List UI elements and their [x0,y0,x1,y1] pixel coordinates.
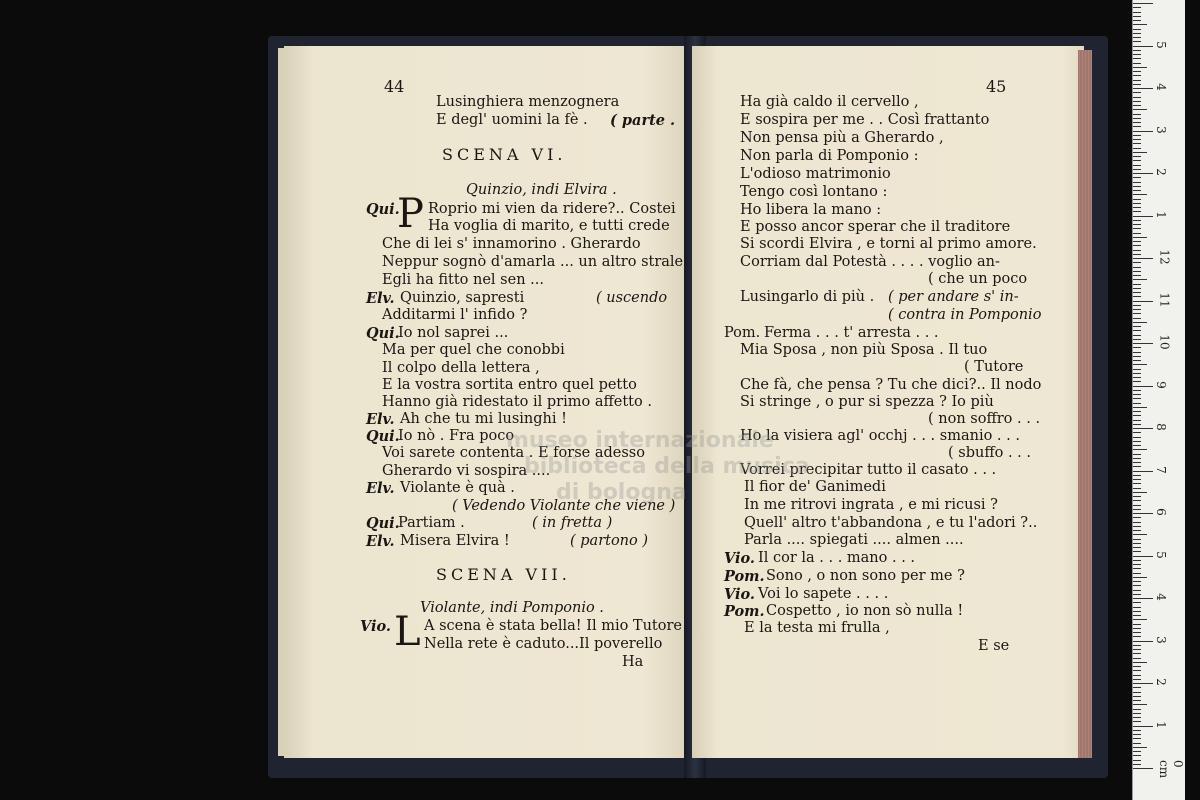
speaker-label: Vio. [724,586,755,603]
ruler-tick [1133,29,1141,30]
ruler-tick [1133,7,1141,8]
ruler-tick [1133,581,1141,582]
ruler-number: 5 [1153,550,1168,559]
ruler-tick [1133,143,1141,144]
ruler-tick [1133,24,1147,25]
ruler-tick [1133,611,1141,612]
ruler-tick [1133,517,1141,518]
text-line: Voi lo sapete . . . . [758,586,889,602]
text-line: Voi sarete contenta . E forse adesso [382,445,645,461]
catchword: E se [978,638,1010,654]
speaker-label: Elv. [366,480,395,497]
ruler-tick [1133,670,1141,671]
ruler-tick [1133,415,1141,416]
ruler-tick [1133,271,1141,272]
ruler-tick [1133,624,1141,625]
ruler-tick [1133,301,1153,302]
text-line: ( che un poco [928,271,1028,287]
ruler-tick [1133,381,1141,382]
ruler-tick [1133,199,1141,200]
ruler-number: 9 [1153,380,1168,389]
ruler-tick [1133,131,1153,132]
ruler-number: 4 [1153,593,1168,601]
ruler-tick [1133,449,1147,450]
speaker-label: Qui. [366,428,400,445]
ruler-tick [1133,377,1141,378]
ruler-tick [1133,692,1141,693]
ruler-tick [1133,335,1141,336]
text-line: Roprio mi vien da ridere?.. Costei [428,201,676,217]
ruler-tick [1133,152,1147,153]
ruler-tick [1133,662,1147,663]
ruler-tick [1133,3,1153,4]
ruler-tick [1133,675,1141,676]
ruler-tick [1133,339,1141,340]
drop-cap: P [397,191,424,237]
ruler-tick [1133,309,1141,310]
ruler-tick [1133,466,1141,467]
ruler-number: 2 [1153,678,1168,686]
ruler-tick [1133,428,1153,429]
ruler-tick [1133,496,1141,497]
ruler-tick [1133,245,1141,246]
ruler-tick [1133,80,1141,81]
ruler-tick [1133,687,1141,688]
text-line: Nella rete è caduto...Il poverello [424,636,663,652]
text-line: Lusingarlo di più . [740,289,875,305]
ruler-tick [1133,20,1141,21]
ruler-number: 3 [1153,125,1168,134]
ruler-tick [1133,313,1141,314]
ruler-tick [1133,292,1141,293]
ruler-tick [1133,177,1141,178]
speaker-label: Vio. [724,550,755,567]
stage-direction: ( partono ) [570,533,649,549]
ruler-tick [1133,318,1141,319]
ruler-tick [1133,12,1141,13]
text-line: Si scordi Elvira , e torni al primo amore. [740,236,1037,252]
ruler-tick [1133,54,1141,55]
ruler-tick [1133,88,1153,89]
ruler-tick [1133,420,1141,421]
text-line: Hanno già ridestato il primo affetto . [382,394,652,410]
ruler-tick [1133,551,1141,552]
text-line: Che fà, che pensa ? Tu che dici?.. Il nodo [740,377,1042,393]
drop-cap: L [394,609,421,655]
ruler-tick [1133,190,1141,191]
text-line: Misera Elvira ! [400,533,510,549]
ruler-tick [1133,16,1141,17]
page-block-edge-right [1078,50,1092,758]
ruler-tick [1133,228,1141,229]
ruler-tick [1133,658,1141,659]
right-page [692,46,1084,758]
ruler-tick [1133,641,1153,642]
speaker-label: Pom. [724,568,765,585]
ruler-number: 3 [1153,635,1168,644]
ruler-tick [1133,649,1141,650]
ruler-tick [1133,139,1141,140]
text-line: E degl' uomini la fè . [436,112,588,128]
ruler-tick [1133,356,1141,357]
ruler-tick [1133,207,1141,208]
ruler-tick [1133,526,1141,527]
ruler-tick [1133,122,1141,123]
ruler-tick [1133,568,1141,569]
ruler-tick [1133,173,1153,174]
ruler-tick [1133,92,1141,93]
ruler-number: 4 [1153,83,1168,91]
text-line: Cospetto , io non sò nulla ! [766,603,964,619]
text-line: Il cor la . . . mano . . . [758,550,916,566]
ruler-tick [1133,37,1141,38]
ruler-tick [1133,101,1141,102]
ruler-tick [1133,360,1141,361]
ruler-tick [1133,730,1141,731]
left-page [284,46,688,758]
text-line: Io nò . Fra poco [398,428,515,444]
ruler-tick [1133,326,1141,327]
ruler-tick [1133,594,1141,595]
ruler-tick [1133,386,1153,387]
ruler-tick [1133,768,1153,769]
text-line: Neppur sognò d'amarla ... un altro strale [382,254,684,270]
text-line: Ha già caldo il cervello , [740,94,919,110]
stage-direction: ( parte . [610,112,676,129]
ruler-tick [1133,398,1141,399]
speaker-label: Qui. [366,201,400,218]
text-line: E posso ancor sperar che il traditore [740,219,1011,235]
ruler-tick [1133,394,1141,395]
text-line: Ferma . . . t' arresta . . . [764,325,939,341]
ruler-tick [1133,364,1147,365]
ruler-tick [1133,390,1141,391]
ruler-tick [1133,432,1141,433]
ruler-tick [1133,262,1141,263]
ruler-tick [1133,751,1141,752]
ruler-tick [1133,46,1153,47]
ruler-tick [1133,556,1153,557]
ruler-tick [1133,237,1147,238]
watermark-line: biblioteca della musica [524,454,810,479]
ruler-tick [1133,500,1141,501]
ruler-tick [1133,97,1141,98]
ruler-tick [1133,619,1147,620]
text-line: Mia Sposa , non più Sposa . Il tuo [740,342,988,358]
text-line: Gherardo vi sospira .... [382,463,551,479]
ruler-tick [1133,275,1141,276]
ruler-tick [1133,441,1141,442]
ruler-tick [1133,683,1153,684]
ruler-tick [1133,114,1141,115]
ruler-tick [1133,755,1141,756]
ruler-tick [1133,713,1141,714]
ruler-tick [1133,534,1147,535]
stage-heading: Quinzio, indi Elvira . [466,182,617,198]
text-line: Corriam dal Potestà . . . . voglio an- [740,254,1000,270]
text-line: Quell' altro t'abbandona , e tu l'adori ?.. [744,515,1038,531]
ruler-tick [1133,160,1141,161]
ruler-tick [1133,513,1153,514]
ruler-tick [1133,165,1141,166]
ruler-tick [1133,598,1153,599]
speaker-label: Pom. [724,603,765,620]
text-line: Egli ha fitto nel sen ... [382,272,544,288]
ruler-tick [1133,454,1141,455]
ruler-tick [1133,577,1147,578]
ruler-tick [1133,743,1141,744]
stage-direction: ( per andare s' in- [888,289,1019,305]
ruler-tick [1133,288,1141,289]
speaker-label: Vio. [360,618,391,635]
text-line: Non parla di Pomponio : [740,148,919,164]
text-line: Violante è quà . [400,480,515,496]
ruler-tick [1133,71,1141,72]
text-line: Ma per quel che conobbi [382,342,565,358]
ruler-tick [1133,492,1147,493]
ruler-tick [1133,564,1141,565]
ruler-number: 12 [1157,249,1172,265]
ruler-tick [1133,573,1141,574]
ruler-tick [1133,530,1141,531]
stage-heading: Violante, indi Pomponio . [420,600,604,616]
ruler-tick [1133,63,1141,64]
ruler-tick [1133,717,1141,718]
measurement-ruler [1132,0,1185,800]
ruler-tick [1133,296,1141,297]
speaker-label: Elv. [366,533,395,550]
ruler-tick [1133,505,1141,506]
scene-title: SCENA VI. [442,145,567,164]
text-line: ( sbuffo . . . [948,445,1032,461]
ruler-tick [1133,118,1141,119]
ruler-tick [1133,696,1141,697]
ruler-number: 11 [1157,291,1172,308]
ruler-tick [1133,407,1147,408]
ruler-tick [1133,607,1141,608]
ruler-tick [1133,628,1141,629]
ruler-tick [1133,211,1141,212]
page-number: 44 [384,77,405,96]
text-line: Sono , o non sono per me ? [766,568,965,584]
ruler-number: 10 [1157,334,1172,350]
ruler-tick [1133,411,1141,412]
ruler-tick [1133,105,1141,106]
ruler-number: 1 [1153,210,1168,219]
ruler-tick [1133,471,1153,472]
ruler-tick [1133,726,1153,727]
ruler-tick [1133,666,1141,667]
stage-direction: ( contra in Pomponio [888,307,1042,323]
ruler-tick [1133,437,1141,438]
ruler-tick [1133,148,1141,149]
watermark-line: museo internazionale [506,428,774,453]
stage-direction: ( in fretta ) [532,515,613,531]
ruler-number: 5 [1153,40,1168,49]
ruler-tick [1133,522,1141,523]
text-line: Additarmi l' infido ? [382,307,528,323]
ruler-tick [1133,194,1147,195]
text-line: Si stringe , o pur si spezza ? Io più [740,394,994,410]
ruler-unit-label: 0 cm [1157,760,1185,779]
ruler-tick [1133,216,1153,217]
ruler-tick [1133,126,1141,127]
ruler-number: 2 [1153,168,1168,176]
text-line: Non pensa più a Gherardo , [740,130,944,146]
ruler-tick [1133,547,1141,548]
text-line: Partiam . [398,515,465,531]
text-line: ( Tutore [964,359,1024,375]
text-line: L'odioso matrimonio [740,166,891,182]
ruler-tick [1133,590,1141,591]
ruler-tick [1133,632,1141,633]
text-line: E la testa mi frulla , [744,620,890,636]
text-line: Tengo così lontano : [740,184,888,200]
text-line: ( non soffro . . . [928,411,1041,427]
ruler-tick [1133,700,1141,701]
ruler-tick [1133,462,1141,463]
speaker-label: Qui. [366,325,400,342]
ruler-tick [1133,330,1141,331]
ruler-tick [1133,445,1141,446]
ruler-tick [1133,352,1141,353]
speaker-label: Elv. [366,411,395,428]
ruler-tick [1133,760,1141,761]
ruler-tick [1133,636,1141,637]
watermark-line: di bologna [556,480,687,505]
text-line: Ah che tu mi lusinghi ! [400,411,567,427]
ruler-tick [1133,33,1141,34]
text-line: In me ritrovi ingrata , e mi ricusi ? [744,497,998,513]
ruler-tick [1133,721,1141,722]
ruler-tick [1133,220,1141,221]
ruler-tick [1133,241,1141,242]
ruler-tick [1133,747,1147,748]
ruler-tick [1133,585,1141,586]
ruler-tick [1133,169,1141,170]
ruler-tick [1133,458,1141,459]
ruler-number: 7 [1153,465,1168,474]
ruler-tick [1133,109,1147,110]
ruler-tick [1133,250,1141,251]
ruler-tick [1133,369,1141,370]
text-line: Vorrei precipitar tutto il casato . . . [740,462,997,478]
ruler-tick [1133,704,1147,705]
ruler-number: 6 [1153,508,1168,516]
ruler-tick [1133,560,1141,561]
ruler-tick [1133,182,1141,183]
text-line: Il fior de' Ganimedi [744,479,886,495]
ruler-tick [1133,284,1141,285]
catchword: Ha [622,654,644,670]
ruler-tick [1133,258,1153,259]
ruler-tick [1133,764,1141,765]
text-line: E la vostra sortita entro quel petto [382,377,637,393]
ruler-tick [1133,84,1141,85]
text-line: Il colpo della lettera , [382,360,540,376]
ruler-tick [1133,709,1141,710]
stage-direction: ( uscendo [596,290,668,306]
text-line: Lusinghiera menzognera [436,94,620,110]
page-number: 45 [986,77,1007,96]
ruler-tick [1133,279,1147,280]
ruler-tick [1133,734,1141,735]
ruler-number: 1 [1153,720,1168,729]
ruler-tick [1133,403,1141,404]
ruler-tick [1133,156,1141,157]
ruler-tick [1133,738,1141,739]
ruler-tick [1133,203,1141,204]
ruler-tick [1133,488,1141,489]
speaker-label: Qui. [366,515,400,532]
ruler-tick [1133,41,1141,42]
ruler-tick [1133,58,1141,59]
ruler-tick [1133,347,1141,348]
text-line: Io nol saprei ... [398,325,509,341]
scene-title: SCENA VII. [436,565,571,584]
text-line: Ha voglia di marito, e tutti crede [428,218,670,234]
text-line: E sospira per me . . Così frattanto [740,112,990,128]
ruler-tick [1133,67,1147,68]
ruler-tick [1133,424,1141,425]
ruler-tick [1133,50,1141,51]
text-line: Parla .... spiegati .... almen .... [744,532,964,548]
text-line: Ho libera la mano : [740,202,882,218]
ruler-tick [1133,343,1153,344]
ruler-tick [1133,602,1141,603]
ruler-tick [1133,322,1147,323]
ruler-tick [1133,305,1141,306]
ruler-tick [1133,254,1141,255]
ruler-tick [1133,224,1141,225]
ruler-tick [1133,267,1141,268]
ruler-tick [1133,539,1141,540]
text-line: Che di lei s' innamorino . Gherardo [382,236,641,252]
ruler-tick [1133,479,1141,480]
stage-direction: ( Vedendo Violante che viene ) [452,498,676,514]
ruler-tick [1133,653,1141,654]
speaker-label: Pom. [724,325,761,341]
speaker-label: Elv. [366,290,395,307]
ruler-tick [1133,615,1141,616]
ruler-tick [1133,543,1141,544]
ruler-tick [1133,645,1141,646]
ruler-tick [1133,186,1141,187]
ruler-tick [1133,373,1141,374]
ruler-tick [1133,475,1141,476]
ruler-number: 8 [1153,423,1168,431]
ruler-tick [1133,679,1141,680]
ruler-tick [1133,233,1141,234]
text-line: A scena è stata bella! Il mio Tutore [424,618,682,634]
ruler-tick [1133,75,1141,76]
ruler-tick [1133,483,1141,484]
text-line: Quinzio, sapresti [400,290,525,306]
ruler-tick [1133,135,1141,136]
ruler-tick [1133,509,1141,510]
text-line: Ho la visiera agl' occhj . . . smanio . . . [740,428,1020,444]
